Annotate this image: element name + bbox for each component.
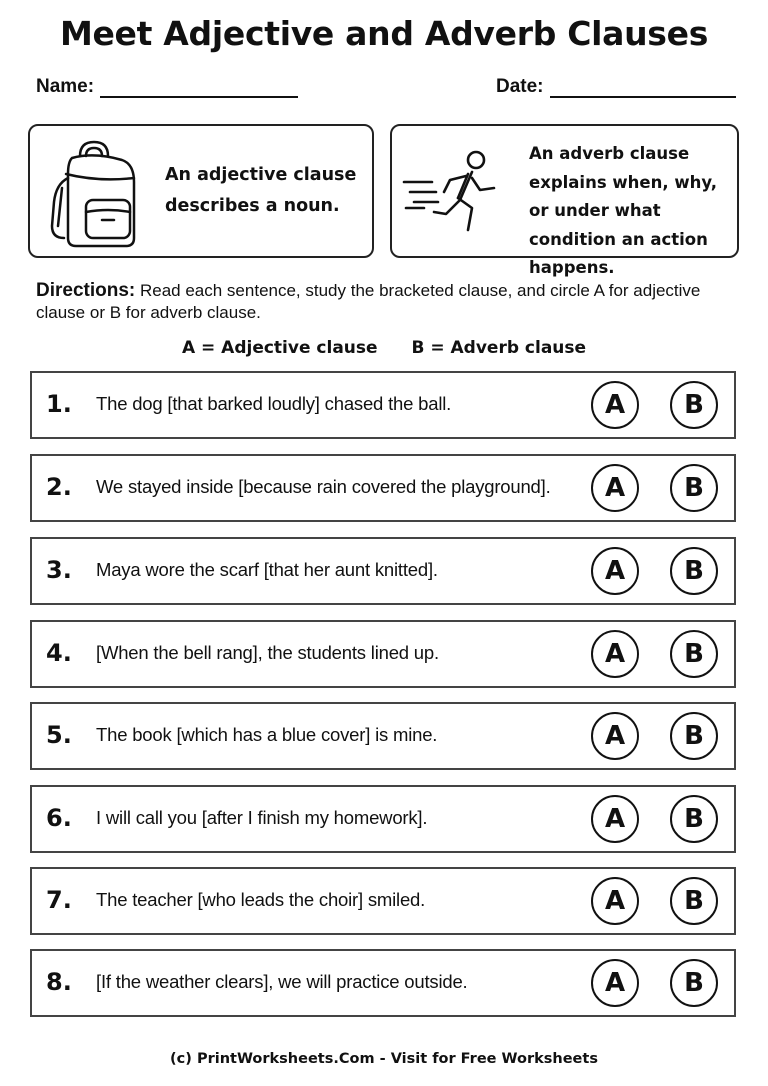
answer-legend: [0, 338, 768, 358]
date-field[interactable]: [496, 76, 736, 98]
legend-b: B = Adverb clause: [411, 338, 587, 358]
choice-b-circle[interactable]: B: [670, 464, 718, 512]
question-row: [30, 620, 736, 688]
question-number: 1.: [46, 390, 72, 418]
choice-b-circle[interactable]: B: [670, 795, 718, 843]
question-number: 5.: [46, 721, 72, 749]
question-number: 3.: [46, 556, 72, 584]
question-number: 6.: [46, 804, 72, 832]
legend-a: A = Adjective clause: [181, 338, 378, 358]
question-number: 4.: [46, 639, 72, 667]
question-text: The teacher [who leads the choir] smiled.: [96, 889, 426, 910]
adverb-definition: An adverb clause explains when, why, or under what condition an action happens.: [529, 144, 718, 277]
question-text: We stayed inside [because rain covered the playground].: [96, 476, 551, 497]
question-row: [30, 454, 736, 522]
question-row: [30, 949, 736, 1017]
question-row: [30, 867, 736, 935]
question-row: [30, 371, 736, 439]
choice-a-circle[interactable]: A: [591, 464, 639, 512]
footer-credit: (c) PrintWorksheets.Com - Visit for Free Worksheets: [170, 1051, 598, 1067]
question-text: I will call you [after I finish my homework].: [96, 807, 428, 828]
adjective-info-box: [28, 124, 374, 258]
choice-b-circle[interactable]: B: [670, 877, 718, 925]
adjective-definition: An adjective clause describes a noun.: [165, 165, 357, 216]
question-number: 8.: [46, 968, 72, 996]
question-text: The dog [that barked loudly] chased the ball.: [96, 393, 452, 414]
question-row: [30, 785, 736, 853]
running-person-icon: [402, 146, 502, 236]
choice-a-circle[interactable]: A: [591, 381, 639, 429]
question-number: 7.: [46, 886, 72, 914]
choice-a-circle[interactable]: A: [591, 547, 639, 595]
choice-a-circle[interactable]: A: [591, 630, 639, 678]
choice-a-circle[interactable]: A: [591, 795, 639, 843]
question-text: The book [which has a blue cover] is mine.: [96, 724, 438, 745]
question-text: [When the bell rang], the students lined up.: [96, 642, 439, 663]
directions-text: Read each sentence, study the bracketed clause, and circle A for adjective clause or B for adverb clause.: [36, 281, 701, 322]
name-line[interactable]: [100, 76, 298, 98]
adverb-info-box: [390, 124, 739, 277]
date-label: Date:: [496, 76, 544, 97]
question-row: [30, 537, 736, 605]
question-row: [30, 702, 736, 770]
choice-a-circle[interactable]: A: [591, 712, 639, 760]
date-line[interactable]: [550, 76, 736, 98]
name-label: Name:: [36, 76, 95, 97]
choice-a-circle[interactable]: A: [591, 959, 639, 1007]
choice-b-circle[interactable]: B: [670, 381, 718, 429]
choice-a-circle[interactable]: A: [591, 877, 639, 925]
question-number: 2.: [46, 473, 72, 501]
question-text: [If the weather clears], we will practice outside.: [96, 971, 468, 992]
name-field[interactable]: [36, 76, 298, 98]
page-title: Meet Adjective and Adverb Clauses: [59, 14, 709, 53]
choice-b-circle[interactable]: B: [670, 959, 718, 1007]
backpack-icon: [42, 134, 142, 252]
question-text: Maya wore the scarf [that her aunt knitted].: [96, 559, 438, 580]
choice-b-circle[interactable]: B: [670, 547, 718, 595]
choice-b-circle[interactable]: B: [670, 630, 718, 678]
choice-b-circle[interactable]: B: [670, 712, 718, 760]
directions-label: Directions:: [36, 280, 136, 301]
directions: [36, 280, 736, 324]
